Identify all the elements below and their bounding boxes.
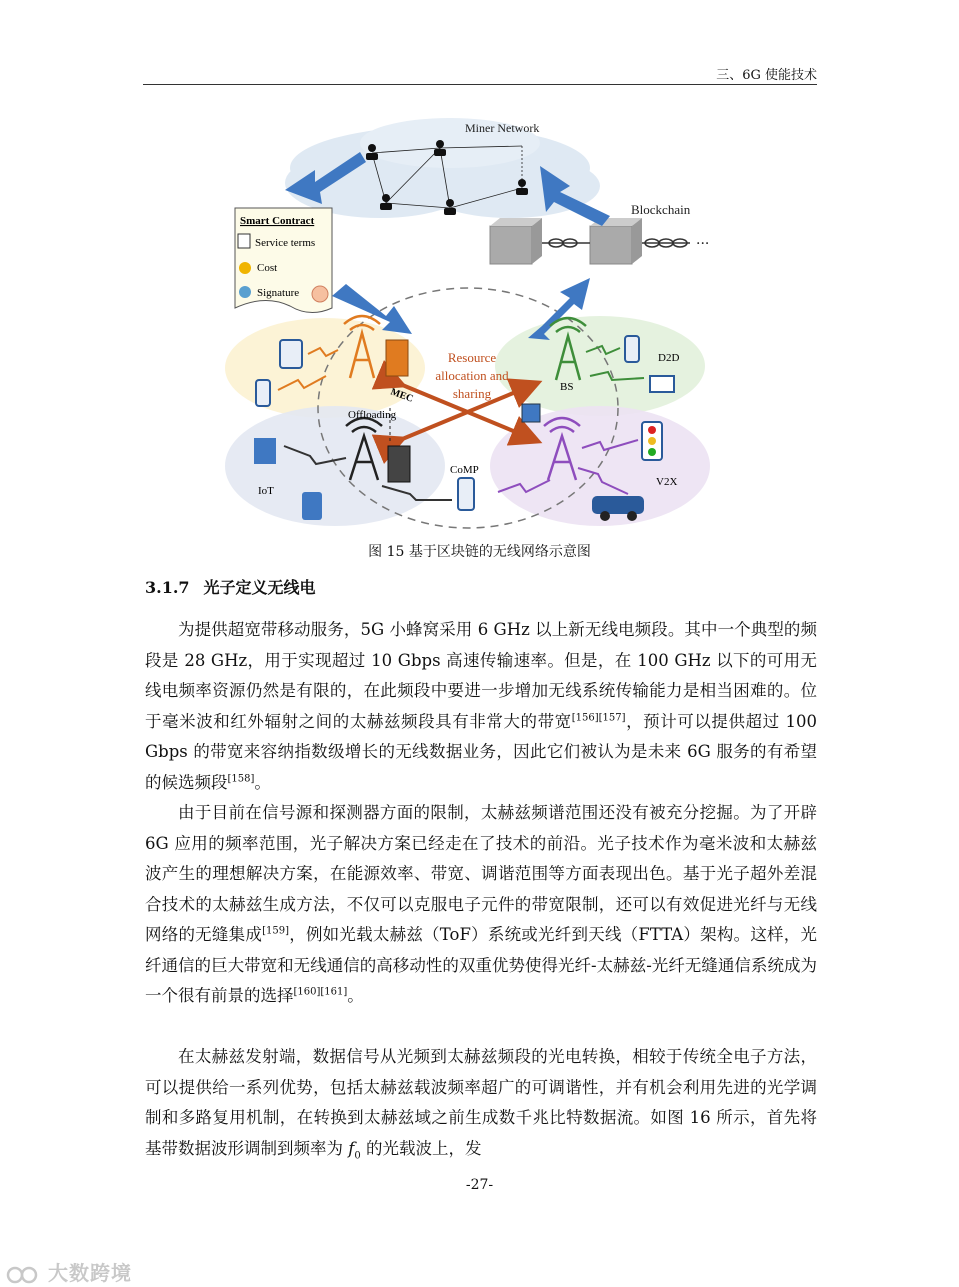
iot-label: IoT [258, 485, 274, 497]
car-icon [592, 496, 644, 514]
section-number: 3.1.7 [145, 578, 190, 597]
section-title: 光子定义无线电 [203, 578, 316, 597]
blockchain-ellipsis: ··· [696, 236, 710, 252]
robot-arm-icon [254, 438, 276, 464]
smart-contract-scroll [235, 208, 332, 313]
p2-text-3: 。 [347, 986, 364, 1005]
v2x-label: V2X [656, 476, 678, 488]
p1-citation-1: [156][157] [571, 712, 626, 723]
paragraph-2 [145, 798, 817, 1012]
figure-caption: 图 15 基于区块链的无线网络示意图 [368, 544, 591, 560]
region-right-top [495, 316, 705, 416]
bs-label: BS [560, 381, 574, 393]
watermark-text: 大数跨境 [47, 1261, 132, 1285]
mec-server-orange [386, 340, 408, 376]
p1-text-1: 为提供超宽带移动服务，5G 小蜂窝采用 6 GHz 以上新无线电频段。其中一个典型的频段是 28 GHz，用于实现超过 10 Gbps 高速传输速率。但是，在 100 GHz 以下的可用无线电频率资源仍然是有限的，在此频段中要进一步增加无线系统传输能力是相当困难的。位于毫米波和红外辐射之间的太赫兹频段具有非常大的带宽 [145, 620, 817, 731]
page-number: -27- [465, 1177, 494, 1193]
mec-label: MEC [388, 386, 415, 405]
signature-icon [239, 286, 251, 298]
blockchain-label: Blockchain [631, 202, 691, 217]
p1-text-2: ，预计可以提供超过 100 Gbps 的带宽来容纳指数级增长的无线数据业务，因此它们被认为是未来 6G 服务的有希望的候选频段 [145, 711, 817, 792]
p3-text-2: 的光载波上，发 [360, 1138, 482, 1158]
offloading-label: Offloading [348, 409, 397, 421]
smart-contract-title: Smart Contract [240, 215, 315, 227]
watermark [6, 1257, 132, 1286]
p2-citation-2: [160][161] [293, 986, 348, 998]
paragraph-1 [145, 615, 817, 798]
p2-citation-1: [159] [262, 925, 289, 937]
p2-text-1: 由于目前在信号源和探测器方面的限制，太赫兹频谱范围还没有被充分挖掘。为了开辟 6G 应用的频率范围，光子解决方案已经走在了技术的前沿。光子技术作为毫米波和太赫兹波产生的理想解决方案，在能源效率、带宽、调谐范围等方面表现出色。基于光子超外差混合技术的太赫兹生成方法，不仅可以克服电子元件的带宽限制，还可以有效促进光纤与无线网络的无缝集成 [145, 803, 817, 944]
mobile-icon-d2d [625, 336, 639, 362]
section-heading [145, 575, 330, 598]
cost-label: Cost [257, 262, 278, 274]
p3-f0-subscript: 0 [354, 1149, 361, 1161]
p3-f0-symbol: f [348, 1138, 355, 1158]
robot-icon [302, 492, 322, 520]
mobile-icon-left [256, 380, 270, 406]
resource-label-3: sharing [452, 386, 492, 401]
laptop-icon [650, 376, 674, 392]
blockchain-wireless-network-figure [150, 108, 810, 540]
service-terms-label: Service terms [255, 237, 316, 249]
d2d-label: D2D [658, 352, 680, 364]
watermark-logo-icon [6, 1265, 40, 1285]
mobile-icon-comp [458, 478, 474, 510]
seal-icon [312, 286, 328, 302]
comp-label: CoMP [450, 464, 479, 476]
resource-label-2: allocation and [435, 368, 509, 383]
running-header [143, 62, 817, 85]
resource-label-1: Resource [447, 350, 497, 365]
header-title: 三、6G 使能技术 [716, 68, 817, 83]
paragraph-3 [145, 1042, 817, 1171]
region-left-bottom [225, 406, 445, 526]
p3-text-1: 在太赫兹发射端，数据信号从光频到太赫兹频段的光电转换，相较于传统全电子方法，可以提供给一系列优势，包括太赫兹载波频率超广的可调谐性，并有机会利用先进的光学调制和多路复用机制，在转换到太赫兹域之前生成数千兆比特数据流。如图 16 所示，首先将基带数据波形调制到频率为 [145, 1047, 817, 1158]
signature-label: Signature [257, 287, 300, 299]
miner-network-label: Miner Network [465, 121, 540, 135]
service-terms-icon [238, 234, 250, 248]
p1-citation-2: [158] [227, 773, 255, 784]
p2-text-2: ，例如光载太赫兹（ToF）系统或光纤到天线（FTTA）架构。这样，光纤通信的巨大带宽和无线通信的高移动性的双重优势使得光纤-太赫兹-光纤无缝通信系统成为一个很有前景的选择 [145, 925, 818, 1005]
phone-icon-top-left [280, 340, 302, 368]
chip-icon [522, 404, 540, 422]
mec-server-black [388, 446, 410, 482]
p1-text-3: 。 [254, 772, 271, 792]
blockchain-blocks [490, 218, 690, 264]
cost-coin-icon [239, 262, 251, 274]
